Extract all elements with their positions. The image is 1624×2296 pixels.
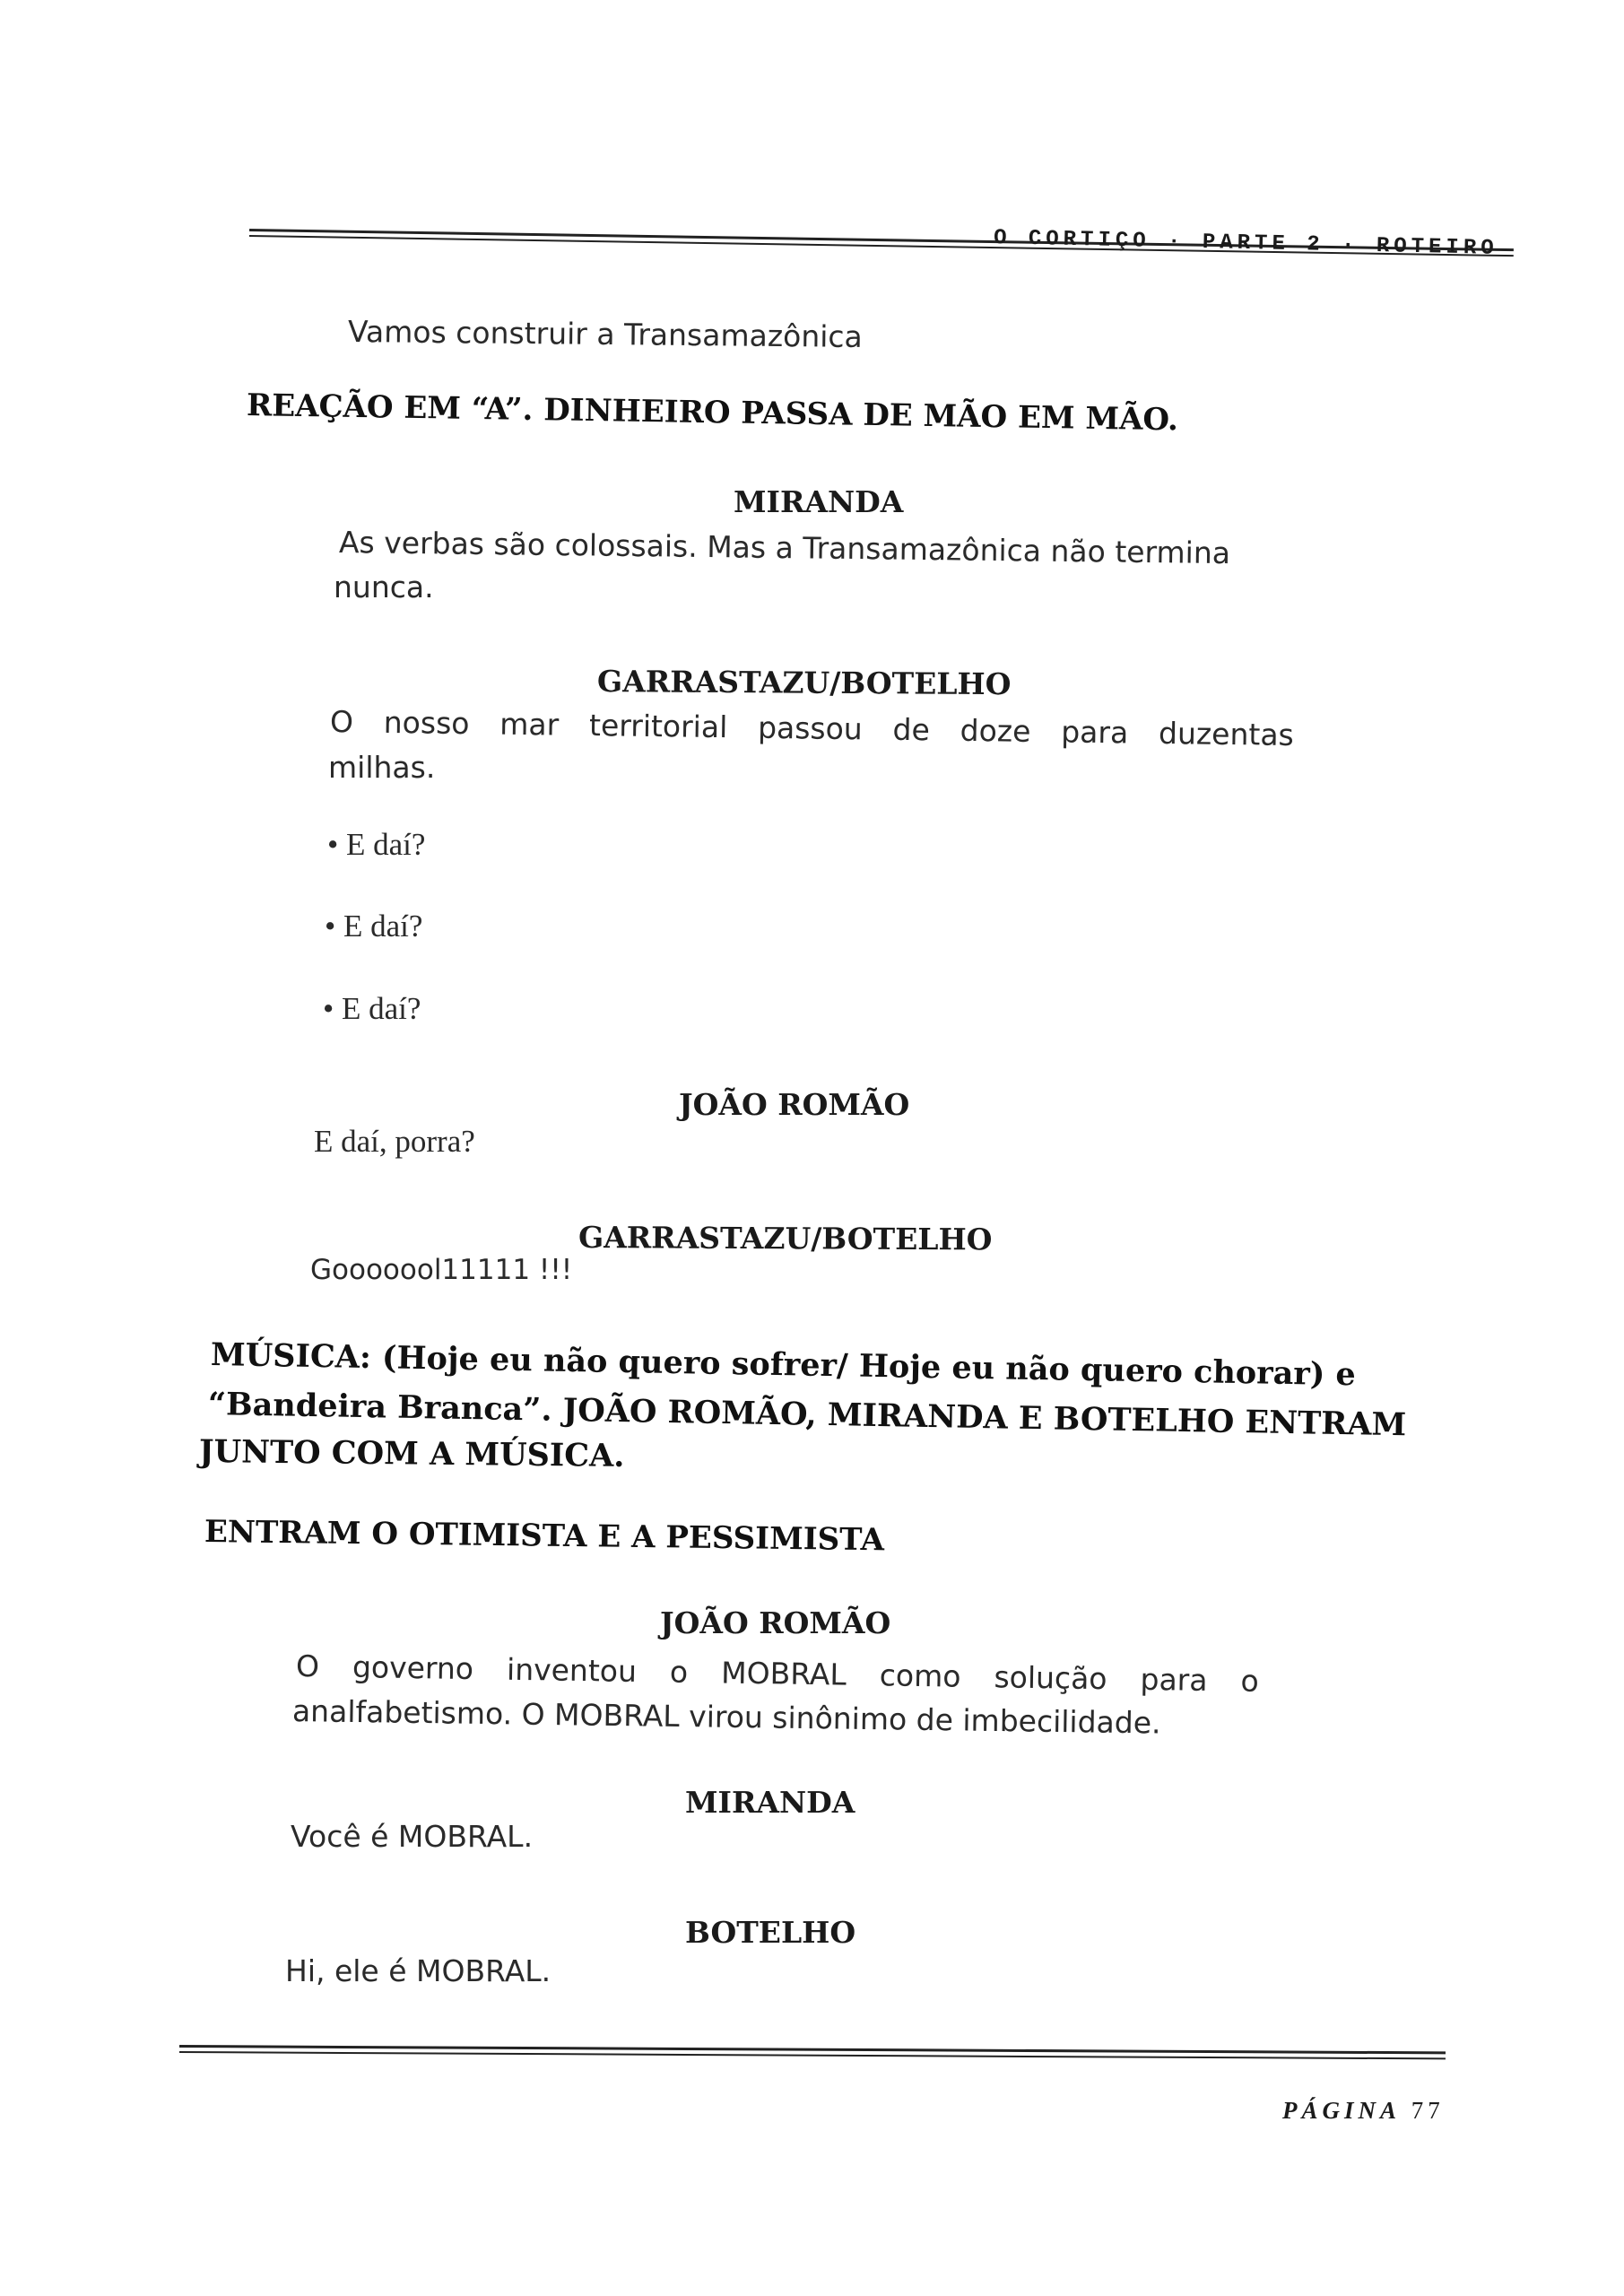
word: duzentas: [1158, 715, 1295, 753]
running-header: O CORTIÇO · PARTE 2 · ROTEIRO: [993, 226, 1498, 261]
stage-direction: JUNTO COM A MÚSICA.: [198, 1433, 625, 1474]
word: passou: [757, 709, 864, 747]
word: para: [1140, 1661, 1208, 1698]
character-name: BOTELHO: [685, 1915, 856, 1950]
speech-line: Gooooool11111 !!!: [310, 1254, 573, 1286]
character-name: GARRASTAZU/BOTELHO: [596, 664, 1012, 702]
word: solução: [994, 1659, 1107, 1697]
word: inventou: [506, 1651, 638, 1689]
footer-rule: [179, 2045, 1446, 2059]
word: MOBRAL: [720, 1655, 847, 1692]
word: o: [669, 1654, 689, 1690]
word: como: [879, 1657, 961, 1694]
speech-line: analfabetismo. O MOBRAL virou sinônimo de imbecilidade.: [291, 1693, 1161, 1741]
page-label: PÁGINA: [1282, 2097, 1402, 2124]
character-name: GARRASTAZU/BOTELHO: [578, 1220, 993, 1257]
character-name: MIRANDA: [685, 1785, 855, 1820]
word: territorial: [588, 708, 728, 745]
bullet-line: • E daí?: [323, 991, 421, 1026]
word: nosso: [383, 704, 470, 742]
speech-line: E daí, porra?: [314, 1124, 475, 1159]
word: para: [1060, 714, 1129, 751]
character-name: MIRANDA: [734, 484, 904, 519]
word: O: [329, 704, 354, 740]
bullet-line: • E daí?: [325, 909, 423, 944]
page-number: [1282, 2097, 1445, 2125]
speech-line: Hi, ele é MOBRAL.: [285, 1953, 551, 1988]
speech-line: As verbas são colossais. Mas a Transamazônica não termina: [338, 525, 1231, 571]
page-value: 77: [1411, 2097, 1445, 2124]
word: mar: [499, 706, 560, 743]
speech-line: Vamos construir a Transamazônica: [347, 314, 863, 355]
stage-direction: MÚSICA: (Hoje eu não quero sofrer/ Hoje eu não quero chorar) e: [210, 1336, 1357, 1394]
word: de: [892, 711, 931, 748]
speech-line: nunca.: [334, 570, 434, 604]
word: O: [295, 1648, 320, 1684]
speech-line: Você é MOBRAL.: [291, 1819, 534, 1854]
speech-line: milhas.: [328, 750, 436, 785]
character-name: JOÃO ROMÃO: [660, 1605, 891, 1640]
bullet-line: • E daí?: [327, 827, 426, 862]
stage-direction: REAÇÃO EM “A”. DINHEIRO PASSA DE MÃO EM MÃO.: [246, 387, 1179, 439]
stage-direction: “Bandeira Branca”. JOÃO ROMÃO, MIRANDA E BOTELHO ENTRAM: [207, 1386, 1407, 1444]
word: governo: [352, 1648, 474, 1687]
word: doze: [960, 712, 1031, 749]
stage-direction: ENTRAM O OTIMISTA E A PESSIMISTA: [204, 1514, 885, 1559]
word: o: [1240, 1663, 1260, 1699]
speech-justified-line: [296, 1648, 1259, 1699]
character-name: JOÃO ROMÃO: [679, 1087, 910, 1122]
speech-justified-line: [330, 704, 1294, 752]
